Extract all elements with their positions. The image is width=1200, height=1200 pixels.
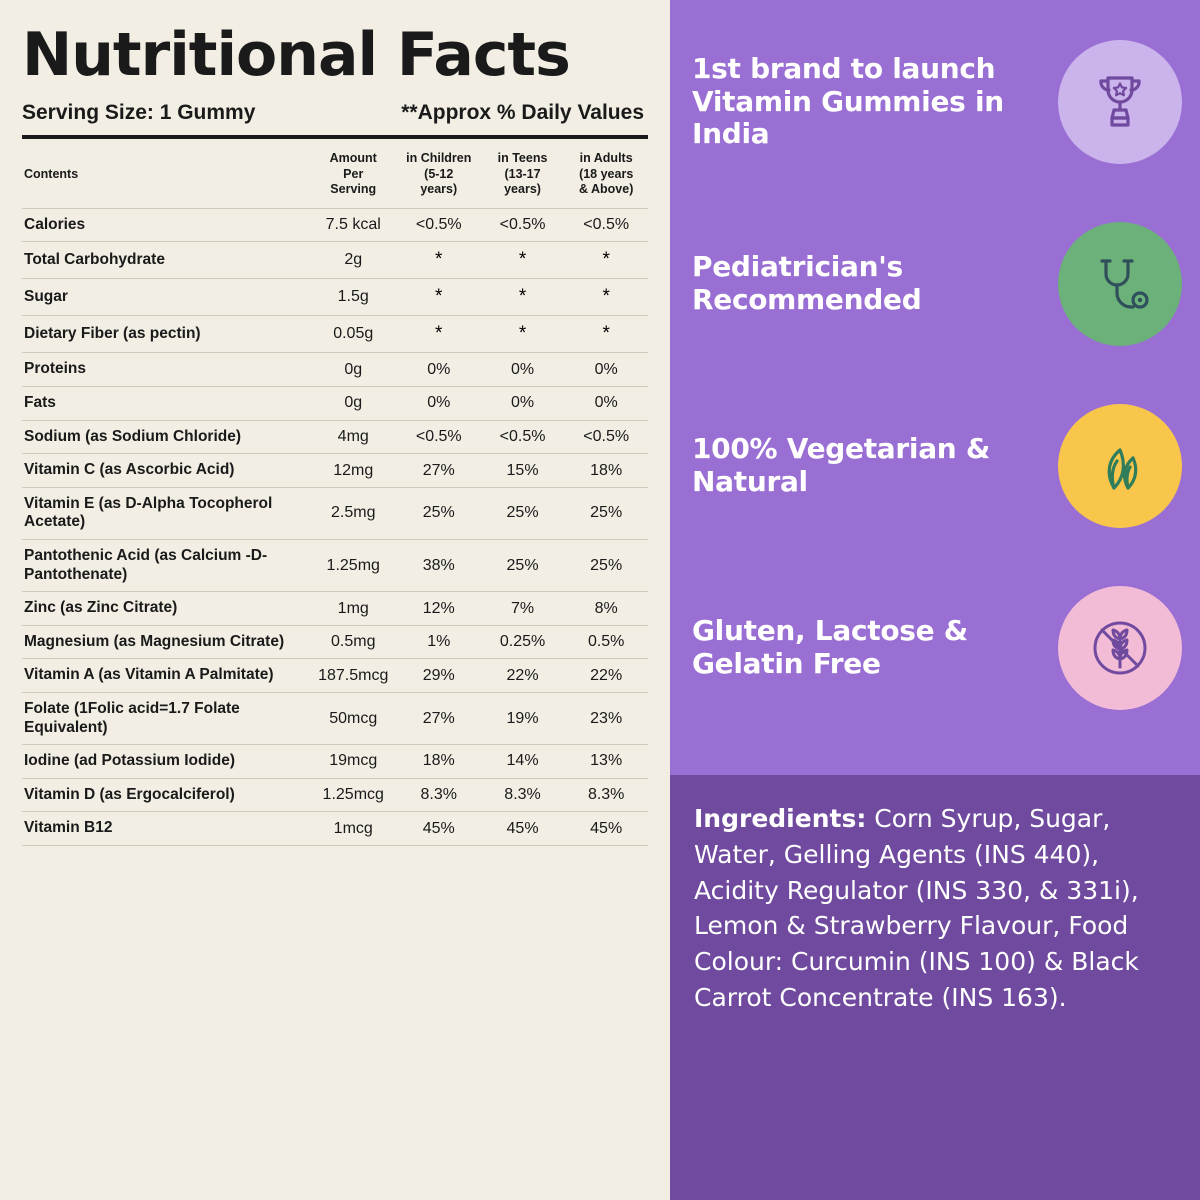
- row-teens: *: [481, 279, 565, 316]
- features-panel: [670, 0, 1200, 775]
- row-nutrient-name: Vitamin B12: [22, 812, 310, 846]
- table-row: [22, 745, 648, 779]
- row-amount: 0.05g: [310, 316, 397, 353]
- row-children: 0%: [397, 353, 481, 387]
- row-children: 45%: [397, 812, 481, 846]
- row-teens: <0.5%: [481, 420, 565, 454]
- row-nutrient-name: Zinc (as Zinc Citrate): [22, 592, 310, 626]
- row-amount: 50mcg: [310, 693, 397, 745]
- row-adults: *: [564, 279, 648, 316]
- right-panel: [670, 0, 1200, 1200]
- row-nutrient-name: Calories: [22, 208, 310, 242]
- row-amount: 1mg: [310, 592, 397, 626]
- row-teens: 7%: [481, 592, 565, 626]
- no-gluten-icon: [1081, 609, 1159, 687]
- row-amount: 1.5g: [310, 279, 397, 316]
- row-adults: 13%: [564, 745, 648, 779]
- serving-row: [22, 101, 648, 125]
- row-adults: 8.3%: [564, 778, 648, 812]
- table-row: [22, 454, 648, 488]
- row-children: *: [397, 316, 481, 353]
- row-children: 25%: [397, 487, 481, 539]
- row-amount: 0g: [310, 353, 397, 387]
- row-nutrient-name: Vitamin D (as Ergocalciferol): [22, 778, 310, 812]
- table-row: [22, 693, 648, 745]
- row-adults: 0.5%: [564, 625, 648, 659]
- table-row: [22, 487, 648, 539]
- row-nutrient-name: Vitamin A (as Vitamin A Palmitate): [22, 659, 310, 693]
- column-header-teens-line3: years): [504, 182, 541, 197]
- table-row: [22, 279, 648, 316]
- row-nutrient-name: Proteins: [22, 353, 310, 387]
- row-children: 27%: [397, 693, 481, 745]
- column-header-amount: [310, 141, 397, 208]
- row-amount: 4mg: [310, 420, 397, 454]
- feature-label: Pediatrician's Recommended: [692, 250, 922, 316]
- row-nutrient-name: Total Carbohydrate: [22, 242, 310, 279]
- row-teens: 22%: [481, 659, 565, 693]
- row-adults: 25%: [564, 540, 648, 592]
- row-adults: 8%: [564, 592, 648, 626]
- row-adults: <0.5%: [564, 208, 648, 242]
- column-header-children-line2: (5-12: [424, 166, 454, 181]
- feature-item-gluten-free: [692, 568, 1182, 728]
- row-teens: 0%: [481, 387, 565, 421]
- page-title: Nutritional Facts: [22, 20, 570, 90]
- row-adults: *: [564, 316, 648, 353]
- row-teens: *: [481, 316, 565, 353]
- row-teens: 15%: [481, 454, 565, 488]
- row-children: 1%: [397, 625, 481, 659]
- row-amount: 2.5mg: [310, 487, 397, 539]
- row-amount: 2g: [310, 242, 397, 279]
- row-nutrient-name: Magnesium (as Magnesium Citrate): [22, 625, 310, 659]
- feature-label: Gluten, Lactose & Gelatin Free: [692, 614, 968, 680]
- column-header-adults-line3: & Above): [578, 182, 634, 197]
- trophy-icon: [1084, 66, 1156, 138]
- row-amount: 7.5 kcal: [310, 208, 397, 242]
- row-children: *: [397, 279, 481, 316]
- row-teens: *: [481, 242, 565, 279]
- row-amount: 1mcg: [310, 812, 397, 846]
- row-children: 27%: [397, 454, 481, 488]
- row-amount: 187.5mcg: [310, 659, 397, 693]
- divider: [22, 135, 648, 139]
- row-teens: 25%: [481, 540, 565, 592]
- column-header-adults-line2: (18 years: [579, 166, 634, 181]
- feature-item-pediatrician: [692, 204, 1182, 364]
- stethoscope-icon: [1084, 248, 1156, 320]
- table-header-row: [22, 141, 648, 208]
- row-amount: 1.25mcg: [310, 778, 397, 812]
- feature-item-first-brand: [692, 22, 1182, 182]
- row-children: <0.5%: [397, 208, 481, 242]
- row-adults: 0%: [564, 387, 648, 421]
- column-header-teens: [481, 141, 565, 208]
- ingredients-text-block: [694, 801, 1176, 1016]
- column-header-adults: [564, 141, 648, 208]
- row-amount: 1.25mg: [310, 540, 397, 592]
- column-header-contents: Contents: [22, 141, 310, 208]
- row-children: *: [397, 242, 481, 279]
- ingredients-list: Corn Syrup, Sugar, Water, Gelling Agents (INS 440), Acidity Regulator (INS 330, & 331i), Lemon & Strawberry Flavour, Food Colour: Curcumin (INS 100) & Black Carrot Concentrate (INS 163).: [694, 804, 1139, 1012]
- row-teens: 0%: [481, 353, 565, 387]
- row-nutrient-name: Sodium (as Sodium Chloride): [22, 420, 310, 454]
- row-nutrient-name: Folate (1Folic acid=1.7 Folate Equivalent): [22, 693, 310, 745]
- row-adults: 25%: [564, 487, 648, 539]
- column-header-adults-line1: in Adults: [579, 151, 633, 165]
- table-row: [22, 420, 648, 454]
- row-adults: <0.5%: [564, 420, 648, 454]
- row-nutrient-name: Vitamin C (as Ascorbic Acid): [22, 454, 310, 488]
- daily-values-label: **Approx % Daily Values: [401, 101, 644, 124]
- row-children: 12%: [397, 592, 481, 626]
- row-amount: 0.5mg: [310, 625, 397, 659]
- ingredients-label: Ingredients:: [694, 804, 867, 833]
- feature-badge-gluten-free: [1058, 586, 1182, 710]
- row-teens: 19%: [481, 693, 565, 745]
- nutrition-table: [22, 141, 648, 846]
- row-children: 38%: [397, 540, 481, 592]
- column-header-amount-line2: Per: [343, 166, 364, 181]
- ingredients-panel: [670, 775, 1200, 1200]
- row-nutrient-name: Sugar: [22, 279, 310, 316]
- feature-badge-first-brand: [1058, 40, 1182, 164]
- table-row: [22, 316, 648, 353]
- row-amount: 0g: [310, 387, 397, 421]
- table-row: [22, 778, 648, 812]
- serving-size-label: Serving Size: 1 Gummy: [22, 101, 256, 124]
- row-children: 18%: [397, 745, 481, 779]
- row-nutrient-name: Pantothenic Acid (as Calcium -D-Pantothenate): [22, 540, 310, 592]
- feature-badge-pediatrician: [1058, 222, 1182, 346]
- table-row: [22, 659, 648, 693]
- row-adults: *: [564, 242, 648, 279]
- row-nutrient-name: Vitamin E (as D-Alpha Tocopherol Acetate): [22, 487, 310, 539]
- row-adults: 0%: [564, 353, 648, 387]
- row-adults: 45%: [564, 812, 648, 846]
- row-children: 29%: [397, 659, 481, 693]
- feature-label: 100% Vegetarian & Natural: [692, 432, 990, 498]
- table-row: [22, 208, 648, 242]
- column-header-teens-line2: (13-17: [504, 166, 541, 181]
- table-header: [22, 141, 648, 208]
- column-header-amount-line1: Amount: [329, 151, 377, 165]
- column-header-teens-line1: in Teens: [497, 151, 548, 165]
- row-adults: 18%: [564, 454, 648, 488]
- table-row: [22, 592, 648, 626]
- column-header-children-line3: years): [420, 182, 458, 197]
- feature-badge-vegetarian: [1058, 404, 1182, 528]
- row-teens: 0.25%: [481, 625, 565, 659]
- row-adults: 23%: [564, 693, 648, 745]
- row-children: <0.5%: [397, 420, 481, 454]
- table-row: [22, 353, 648, 387]
- row-teens: 45%: [481, 812, 565, 846]
- feature-label: 1st brand to launch Vitamin Gummies in India: [692, 51, 1004, 151]
- row-nutrient-name: Dietary Fiber (as pectin): [22, 316, 310, 353]
- table-body: [22, 208, 648, 845]
- row-children: 8.3%: [397, 778, 481, 812]
- table-row: [22, 242, 648, 279]
- column-header-amount-line3: Serving: [330, 182, 377, 197]
- row-teens: 8.3%: [481, 778, 565, 812]
- table-row: [22, 387, 648, 421]
- leaf-icon: [1084, 430, 1156, 502]
- row-teens: <0.5%: [481, 208, 565, 242]
- row-nutrient-name: Fats: [22, 387, 310, 421]
- column-header-children-line1: in Children: [406, 151, 472, 165]
- row-amount: 19mcg: [310, 745, 397, 779]
- row-children: 0%: [397, 387, 481, 421]
- row-teens: 25%: [481, 487, 565, 539]
- row-teens: 14%: [481, 745, 565, 779]
- table-row: [22, 812, 648, 846]
- row-nutrient-name: Iodine (ad Potassium Iodide): [22, 745, 310, 779]
- table-row: [22, 540, 648, 592]
- row-amount: 12mg: [310, 454, 397, 488]
- row-adults: 22%: [564, 659, 648, 693]
- column-header-children: [397, 141, 481, 208]
- feature-item-vegetarian: [692, 386, 1182, 546]
- table-row: [22, 625, 648, 659]
